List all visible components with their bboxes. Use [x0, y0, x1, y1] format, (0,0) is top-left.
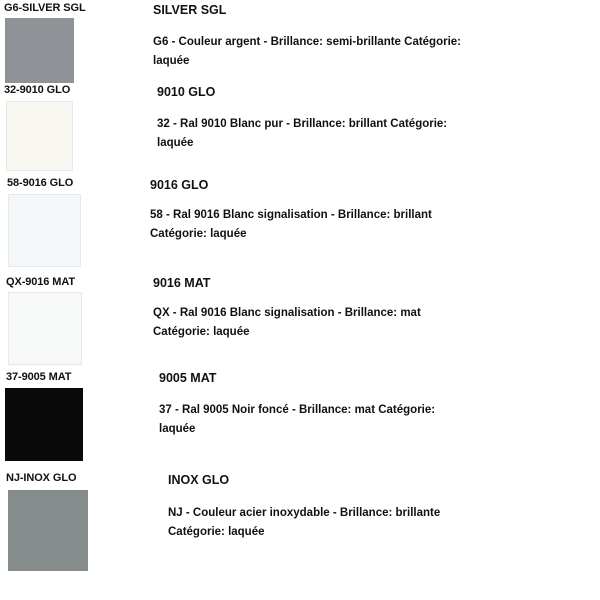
description-line: Catégorie: laquée	[150, 228, 247, 240]
description-line: 37 - Ral 9005 Noir foncé - Brillance: mat Catégorie:	[159, 404, 436, 416]
description-line: G6 - Couleur argent - Brillance: semi-brillante Catégorie:	[153, 36, 462, 48]
finish-name: 9010 GLO	[157, 85, 216, 99]
color-swatch	[8, 292, 82, 365]
finish-name: 9016 MAT	[153, 276, 211, 290]
finish-name: SILVER SGL	[153, 3, 227, 17]
description-line: Catégorie: laquée	[153, 326, 250, 338]
finish-description	[157, 115, 447, 153]
description-line: 58 - Ral 9016 Blanc signalisation - Brillance: brillant	[150, 209, 432, 221]
swatch-code-label: 58-9016 GLO	[7, 177, 74, 189]
color-swatch	[8, 194, 81, 267]
swatch-code-label: G6-SILVER SGL	[4, 2, 86, 14]
description-line: laquée	[153, 55, 190, 67]
color-swatch	[6, 101, 73, 171]
finish-description	[159, 401, 435, 439]
description-line: NJ - Couleur acier inoxydable - Brillance: brillante	[168, 507, 441, 519]
color-swatch	[5, 18, 74, 83]
description-line: laquée	[159, 423, 196, 435]
finish-name: 9016 GLO	[150, 178, 209, 192]
swatch-code-label: 32-9010 GLO	[4, 84, 71, 96]
description-line: 32 - Ral 9010 Blanc pur - Brillance: brillant Catégorie:	[157, 118, 448, 130]
description-line: QX - Ral 9016 Blanc signalisation - Brillance: mat	[153, 307, 421, 319]
finish-description	[168, 504, 440, 542]
description-line: Catégorie: laquée	[168, 526, 265, 538]
finish-description	[150, 206, 432, 244]
color-swatch	[8, 490, 88, 571]
swatch-code-label: QX-9016 MAT	[6, 276, 75, 288]
finish-name: INOX GLO	[168, 473, 230, 487]
description-line: laquée	[157, 137, 194, 149]
swatch-code-label: 37-9005 MAT	[6, 371, 72, 383]
finish-name: 9005 MAT	[159, 371, 217, 385]
swatch-code-label: NJ-INOX GLO	[6, 472, 77, 484]
finish-description	[153, 304, 421, 342]
color-swatch	[5, 388, 83, 461]
finish-description	[153, 33, 461, 71]
